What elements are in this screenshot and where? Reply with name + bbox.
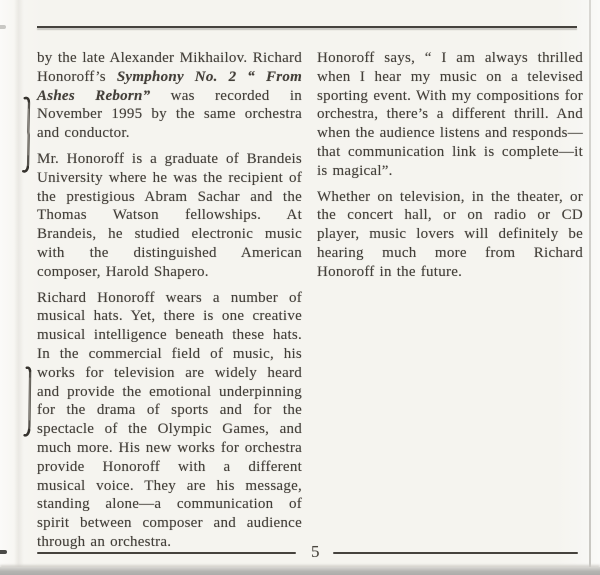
- scan-mark-bottom: [0, 550, 7, 554]
- staple-icon: [22, 365, 34, 441]
- right-column: [317, 49, 583, 559]
- paragraph: [37, 150, 302, 282]
- paragraph: [37, 289, 302, 552]
- text-run: was recorded in November 1995 by the same orchestra and conductor.: [37, 87, 302, 142]
- page-number: 5: [311, 542, 320, 561]
- text-run: by the late Alexander Mikhailov. Richard Honoroff’s: [37, 50, 302, 85]
- text-columns: [37, 49, 583, 559]
- scan-mark-top: [0, 25, 6, 29]
- text-run: Whether on television, in the theater, or the concert hall, or on radio or CD player, music lovers will definitely be hearing much more from Richard Honoroff in the future.: [317, 188, 583, 280]
- page-footer: [37, 544, 578, 562]
- paragraph: [317, 188, 583, 282]
- top-rule: [37, 26, 577, 28]
- footer-rule-left: [37, 552, 296, 554]
- text-run: Honoroff says, “ I am always thrilled when I hear my music on a televised sporting event. With my compositions for orchestra, there’s a different thrill. And when the audience listens and responds—that communication link is complete—it is magical”.: [317, 50, 583, 179]
- left-column: [37, 49, 302, 559]
- text-run: Richard Honoroff wears a number of musical hats. Yet, there is one creative musical intelligence beneath these hats. In the commercial field of music, his works for television are widely heard and provide the emotional underpinning for the drama of sports and for the spectacle of the Olympic Games, and much more. His new works for orchestra provide Honoroff with a different musical voice. They are his message, standing alone—a communication of spirit between composer and audience through an orchestra.: [37, 289, 302, 550]
- page-gutter-shading: [14, 0, 24, 575]
- page-edge-line: [589, 0, 591, 575]
- staple-icon: [21, 95, 33, 177]
- footer-rule-right: [333, 552, 579, 554]
- text-run: Mr. Honoroff is a graduate of Brandeis University where he was the recipient of the prestigious Abram Sachar and the Thomas Watson fellowships. At Brandeis, he studied electronic music with the distinguished American composer, Harold Shapero.: [37, 150, 302, 280]
- scan-bed-edge: [0, 567, 600, 575]
- work-title-emphasis: Symphony No. 2 “ From Ashes Reborn”: [37, 68, 302, 104]
- paragraph: [317, 49, 583, 181]
- paragraph: [37, 49, 302, 143]
